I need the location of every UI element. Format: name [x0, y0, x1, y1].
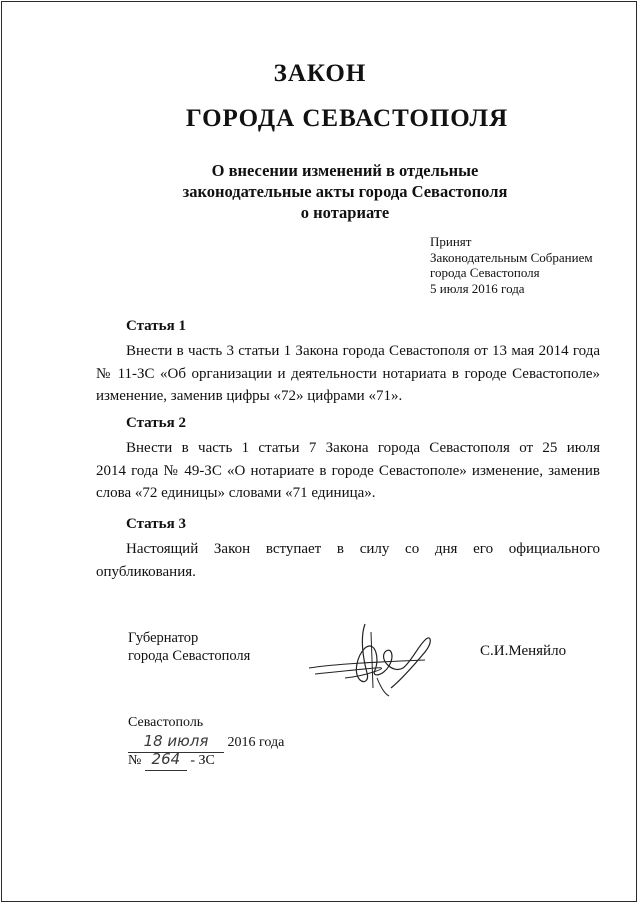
article-line: слова «72 единицы» словами «71 единица». [96, 485, 376, 501]
article-line: изменение, заменив цифры «72» цифрами «71». [96, 388, 403, 404]
adoption-line: 5 июля 2016 года [430, 280, 525, 296]
article-1-heading: Статья 1 [126, 318, 186, 334]
article-line: опубликования. [96, 563, 196, 580]
article-2-heading: Статья 2 [126, 415, 186, 431]
article-line: Настоящий Закон вступает в силу со дня его официального [126, 541, 600, 557]
place-of-signing: Севастополь [128, 715, 204, 730]
signatory-position [128, 629, 250, 665]
position-line: города Севастополя [128, 648, 251, 664]
handwritten-signature [305, 618, 445, 698]
adoption-note [430, 234, 593, 296]
adoption-line: города Севастополя [430, 265, 540, 280]
article-line: Внести в часть 3 статьи 1 Закона города Севастополя от 13 мая 2014 года [126, 343, 600, 359]
number-suffix: - ЗС [190, 753, 215, 768]
article-2-text [96, 437, 600, 505]
document-subtitle: ГОРОДА СЕВАСТОПОЛЯ [185, 105, 509, 132]
article-1-text [96, 340, 600, 408]
adoption-line: Законодательным Собранием [430, 249, 593, 265]
signatory-name: С.И.Меняйло [480, 643, 567, 659]
article-3-text [96, 538, 600, 583]
law-title-line: законодательные акты города Севастополя [182, 182, 508, 201]
handwritten-date: 18 июля [143, 732, 209, 750]
law-number [128, 750, 215, 771]
handwritten-number: 264 [151, 750, 181, 768]
number-sign: № [128, 753, 142, 768]
number-field [145, 750, 187, 771]
article-line: Внести в часть 1 статьи 7 Закона города Севастополя от 25 июля [126, 440, 600, 456]
document-title: ЗАКОН [273, 60, 367, 87]
law-title-line: О внесении изменений в отдельные [211, 161, 479, 180]
adoption-line: Принят [430, 234, 472, 249]
article-line: № 11-ЗС «Об организации и деятельности нотариата в городе Севастополе» [96, 365, 600, 382]
position-line: Губернатор [128, 630, 199, 646]
article-3-heading: Статья 3 [126, 516, 186, 532]
law-title-line: о нотариате [300, 203, 390, 222]
law-title [0, 160, 640, 223]
article-line: 2014 года № 49-ЗС «О нотариате в городе Севастополе» изменение, заменив [96, 462, 600, 479]
date-year: 2016 года [227, 735, 285, 750]
